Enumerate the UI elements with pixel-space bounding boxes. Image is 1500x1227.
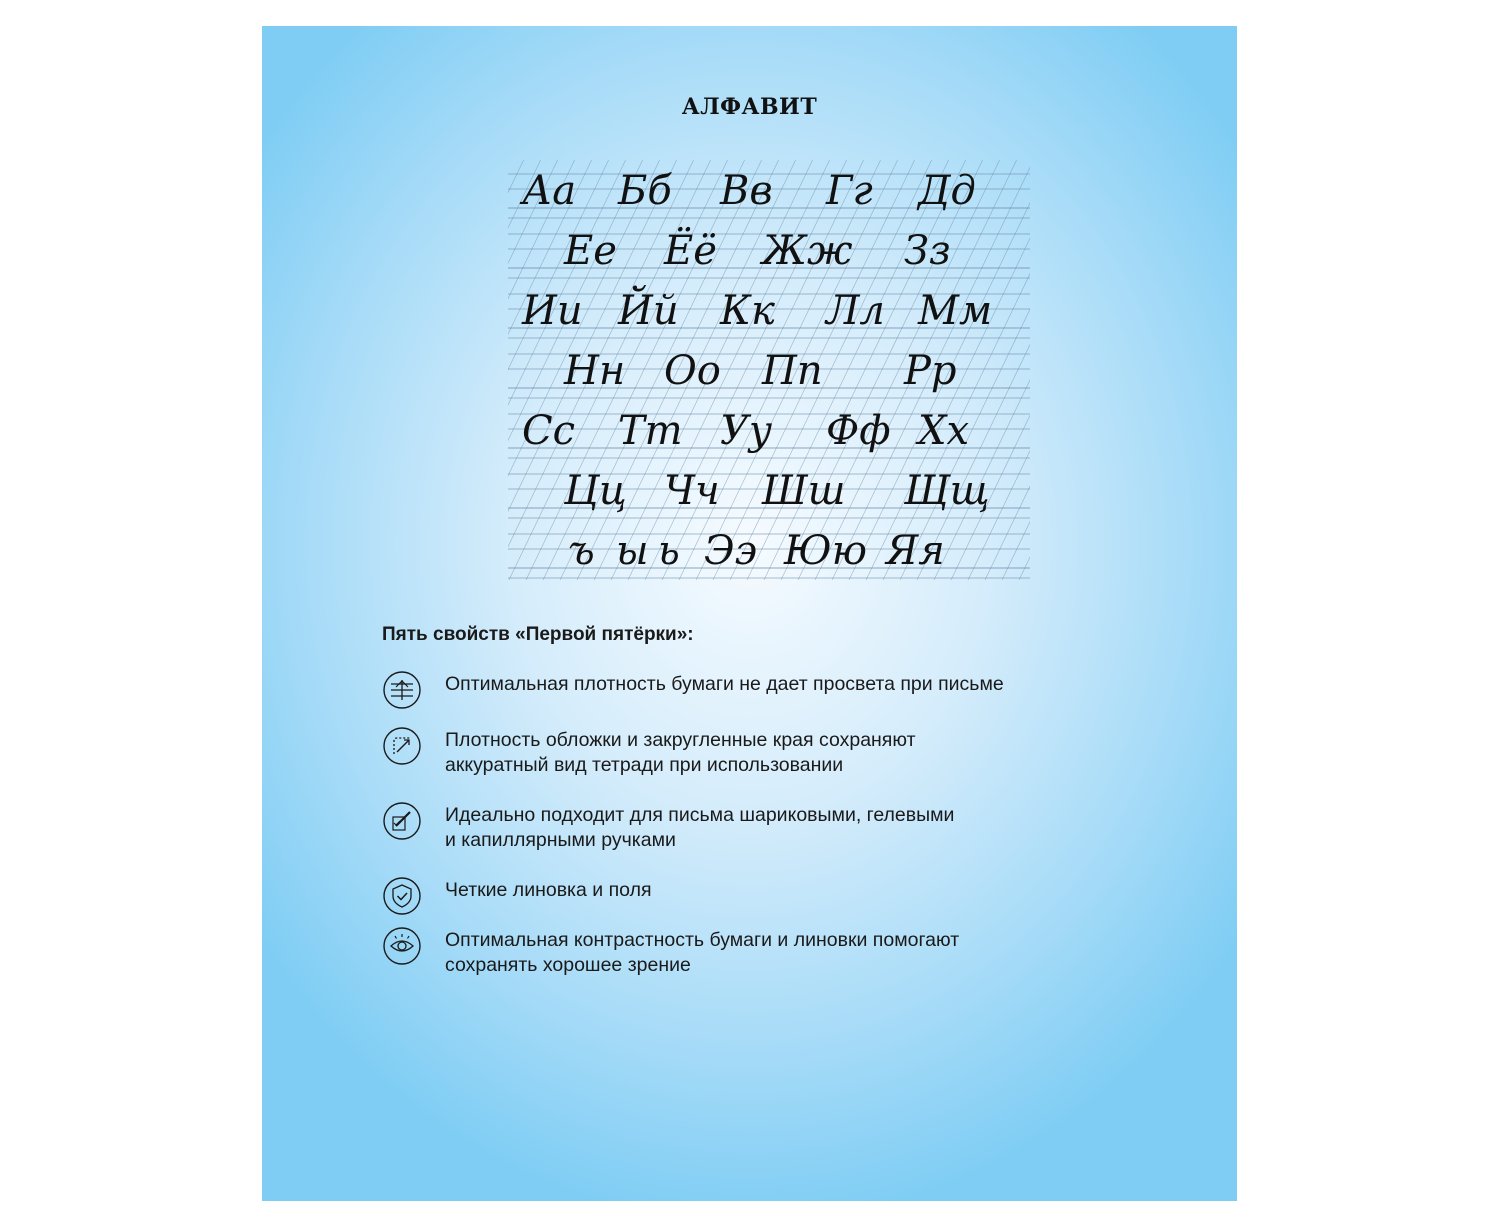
letter-pair: Кк	[720, 288, 775, 334]
letter-pair: Дд	[918, 168, 976, 214]
alphabet-row	[508, 346, 1030, 404]
letter-pair: Шш	[762, 468, 846, 514]
alphabet-row	[508, 226, 1030, 284]
letter-pair: Ээ	[704, 528, 758, 574]
letter-pair: Хх	[918, 408, 970, 454]
letter-pair: Жж	[762, 228, 853, 274]
letter-pair: Уу	[720, 408, 773, 454]
cursive-alphabet-grid	[508, 160, 1030, 580]
letter-pair: Мм	[918, 288, 993, 334]
letter-pair: Фф	[826, 408, 891, 454]
letter-pair: ы	[616, 528, 649, 574]
letter-pair: Зз	[904, 228, 951, 274]
letter-pair: Рр	[904, 348, 957, 394]
paper-density-icon	[382, 670, 422, 710]
letter-pair: Сс	[522, 408, 576, 454]
property-text: Оптимальная плотность бумаги не дает просвета при письме	[445, 673, 1004, 695]
alphabet-row	[508, 406, 1030, 464]
property-text: Четкие линовка и поля	[445, 879, 652, 901]
property-text: Плотность обложки и закругленные края сохраняют аккуратный вид тетради при использовании	[445, 729, 916, 776]
alphabet-row	[508, 526, 1030, 584]
letter-pair: ь	[658, 528, 680, 574]
page-title: АЛФАВИТ	[681, 94, 818, 120]
property-text: Идеально подходит для письма шариковыми, гелевыми и капиллярными ручками	[445, 804, 955, 851]
rounded-corner-icon	[382, 726, 422, 766]
letter-pair: Пп	[762, 348, 823, 394]
letter-pair: Оо	[664, 348, 721, 394]
notebook-back-cover	[262, 26, 1237, 1201]
letter-pair: Ии	[522, 288, 583, 334]
letter-pair: Чч	[664, 468, 720, 514]
alphabet-row	[508, 166, 1030, 224]
letter-pair: Юю	[784, 528, 867, 574]
letter-pair: Гг	[826, 168, 873, 214]
letter-pair: Нн	[564, 348, 626, 394]
pen-writing-icon	[382, 801, 422, 841]
letter-pair: Яя	[886, 528, 945, 574]
letter-pair: Ее	[564, 228, 617, 274]
letter-pair: Цц	[564, 468, 627, 514]
letter-pair: Бб	[618, 168, 672, 214]
property-text: Оптимальная контрастность бумаги и линовки помогают сохранять хорошее зрение	[445, 929, 960, 976]
letter-pair: ъ	[568, 528, 595, 574]
letter-pair: Ёё	[664, 228, 717, 274]
letter-pair: Тт	[618, 408, 683, 454]
letter-pair: Вв	[720, 168, 773, 214]
letter-pair: Щщ	[904, 468, 990, 514]
eye-icon	[382, 926, 422, 966]
letter-pair: Аа	[522, 168, 577, 214]
letter-pair: Лл	[826, 288, 885, 334]
alphabet-row	[508, 286, 1030, 344]
letter-pair: Йй	[618, 288, 679, 334]
properties-title: Пять свойств «Первой пятёрки»:	[382, 624, 694, 645]
alphabet-row	[508, 466, 1030, 524]
shield-check-icon	[382, 876, 422, 916]
